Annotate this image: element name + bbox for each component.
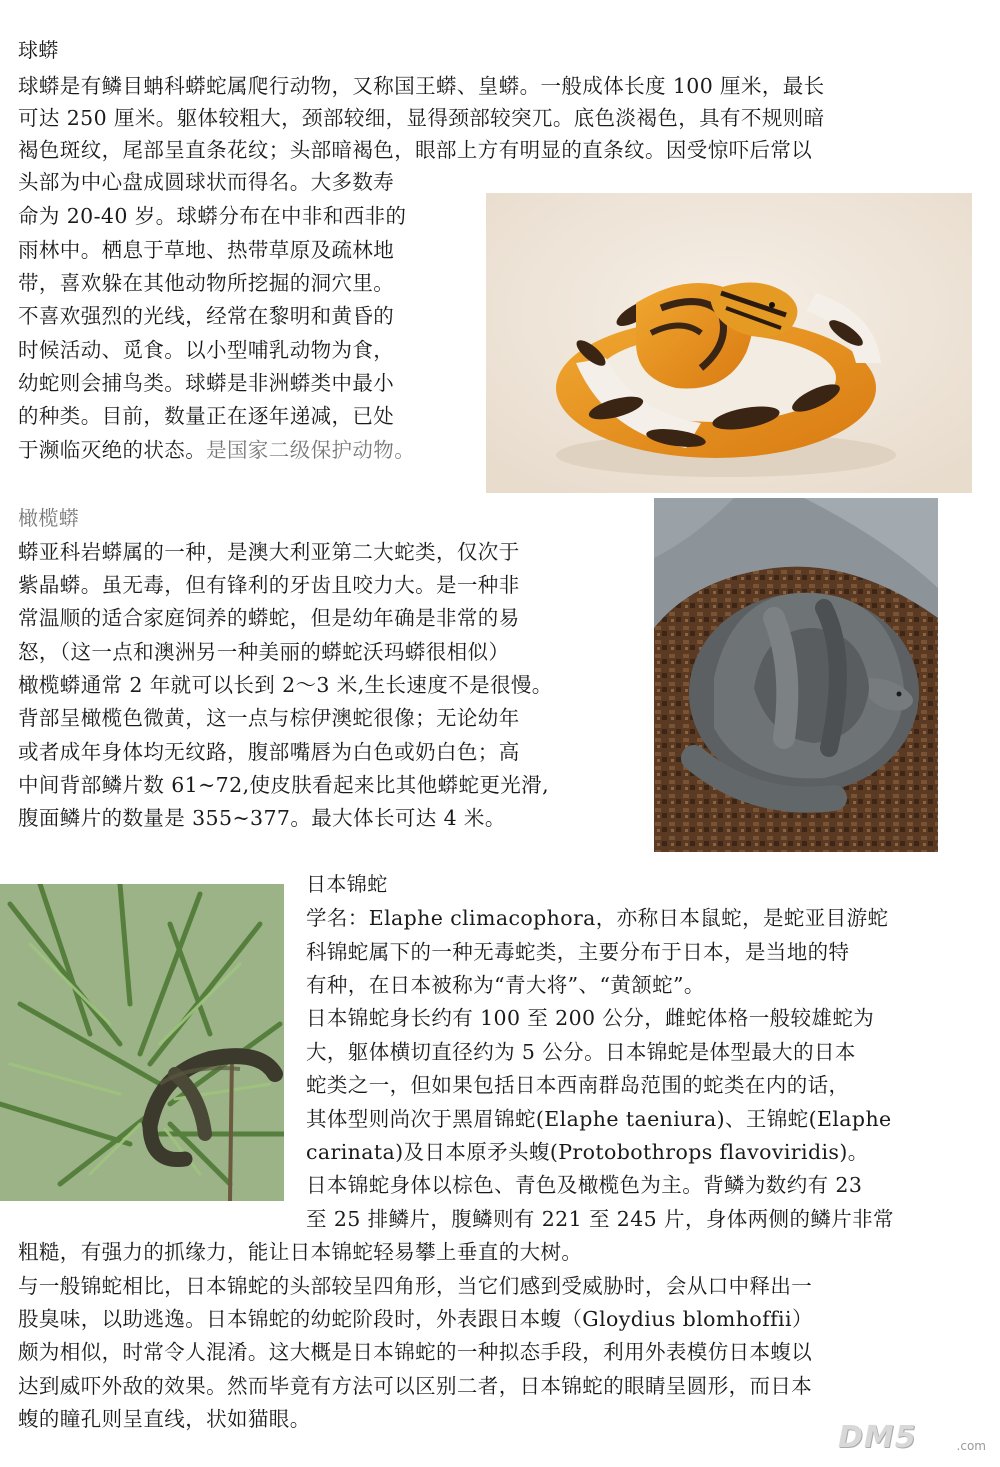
japanese-rat-snake-photo (0, 884, 284, 1201)
section2-line: 怒，（这一点和澳洲另一种美丽的蟒蛇沃玛蟒很相似） (18, 640, 510, 664)
section3-line: 学名：Elaphe climacophora，亦称日本鼠蛇，是蛇亚目游蛇 (306, 906, 889, 930)
ball-python-photo (486, 193, 972, 493)
section2-line: 蟒亚科岩蟒属的一种，是澳大利亚第二大蛇类，仅次于 (18, 540, 520, 564)
section2-line: 背部呈橄榄色微黄，这一点与棕伊澳蛇很像；无论幼年 (18, 706, 520, 730)
section3-line: 颇为相似，时常令人混淆。这大概是日本锦蛇的一种拟态手段，利用外表模仿日本蝮以 (18, 1340, 813, 1364)
section2-line: 或者成年身体均无纹路，腹部嘴唇为白色或奶白色；高 (18, 740, 520, 764)
section3-line: 股臭味，以助逃逸。日本锦蛇的幼蛇阶段时，外表跟日本蝮（Gloydius blomhoffii） (18, 1307, 813, 1331)
section3-line: 与一般锦蛇相比，日本锦蛇的头部较呈四角形，当它们感到受威胁时，会从口中释出一 (18, 1274, 813, 1298)
section1-line: 时候活动、觅食。以小型哺乳动物为食， (18, 338, 395, 362)
section1-line: 褐色斑纹，尾部呈直条花纹；头部暗褐色，眼部上方有明显的直条纹。因受惊吓后常以 (18, 138, 813, 162)
section2-line: 橄榄蟒通常 2 年就可以长到 2～3 米,生长速度不是很慢。 (18, 673, 553, 697)
section2-line: 腹面鳞片的数量是 355~377。最大体长可达 4 米。 (18, 806, 506, 830)
section3-title: 日本锦蛇 (306, 872, 388, 896)
section3-line: carinata)及日本原矛头蝮(Protobothrops flavoviridis)。 (306, 1140, 869, 1164)
section1-line: 幼蛇则会捕鸟类。球蟒是非洲蟒类中最小 (18, 371, 395, 395)
section3-line: 至 25 排鳞片，腹鳞则有 221 至 245 片，身体两侧的鳞片非常 (306, 1207, 894, 1231)
section1-line: 雨林中。栖息于草地、热带草原及疏林地 (18, 238, 395, 262)
section3-line: 日本锦蛇身体以棕色、青色及橄榄色为主。背鳞为数约有 23 (306, 1173, 863, 1197)
section2-line: 紫晶蟒。虽无毒，但有锋利的牙齿且咬力大。是一种非 (18, 573, 520, 597)
section1-line: 命为 20-40 岁。球蟒分布在中非和西非的 (18, 204, 407, 228)
section1-line: 可达 250 厘米。躯体较粗大，颈部较细，显得颈部较突兀。底色淡褐色，具有不规则暗 (18, 106, 825, 130)
section3-line: 蛇类之一，但如果包括日本西南群岛范围的蛇类在内的话， (306, 1073, 850, 1097)
section3-line: 蝮的瞳孔则呈直线，状如猫眼。 (18, 1407, 311, 1431)
watermark-sub: .com (956, 1439, 986, 1453)
section1-line: 球蟒是有鳞目蚺科蟒蛇属爬行动物，又称国王蟒、皇蟒。一般成体长度 100 厘米，最长 (18, 74, 825, 98)
section1-last-dark: 于濒临灭绝的状态。 (18, 438, 207, 462)
section2-line: 中间背部鳞片数 61~72,使皮肤看起来比其他蟒蛇更光滑, (18, 773, 549, 797)
section2-line: 常温顺的适合家庭饲养的蟒蛇，但是幼年确是非常的易 (18, 606, 520, 630)
section1-last-grey: 是国家二级保护动物。 (206, 438, 416, 462)
watermark-text: DM5 (838, 1420, 917, 1455)
section3-line: 大，躯体横切直径约为 5 公分。日本锦蛇是体型最大的日本 (306, 1040, 856, 1064)
section1-title: 球蟒 (18, 38, 59, 62)
section1-line: 头部为中心盘成圆球状而得名。大多数寿 (18, 170, 395, 194)
section3-line: 达到威吓外敌的效果。然而毕竟有方法可以区别二者，日本锦蛇的眼睛呈圆形，而日本 (18, 1374, 813, 1398)
section2-title: 橄榄蟒 (18, 506, 80, 530)
section3-line: 日本锦蛇身长约有 100 至 200 公分，雌蛇体格一般较雄蛇为 (306, 1006, 875, 1030)
section1-line: 带，喜欢躲在其他动物所挖掘的洞穴里。 (18, 271, 395, 295)
section1-line: 不喜欢强烈的光线，经常在黎明和黄昏的 (18, 304, 395, 328)
section3-line: 粗糙，有强力的抓缘力，能让日本锦蛇轻易攀上垂直的大树。 (18, 1240, 583, 1264)
section1-line: 的种类。目前，数量正在逐年递减，已处 (18, 404, 395, 428)
section3-line: 有种，在日本被称为“青大将”、“黄颔蛇”。 (306, 973, 705, 997)
dm5-watermark-logo (836, 1411, 986, 1459)
section3-line: 科锦蛇属下的一种无毒蛇类，主要分布于日本，是当地的特 (306, 940, 850, 964)
olive-python-photo (654, 498, 938, 852)
section3-line: 其体型则尚次于黑眉锦蛇(Elaphe taeniura)、王锦蛇(Elaphe (306, 1107, 892, 1131)
section1-line-last (18, 434, 415, 466)
